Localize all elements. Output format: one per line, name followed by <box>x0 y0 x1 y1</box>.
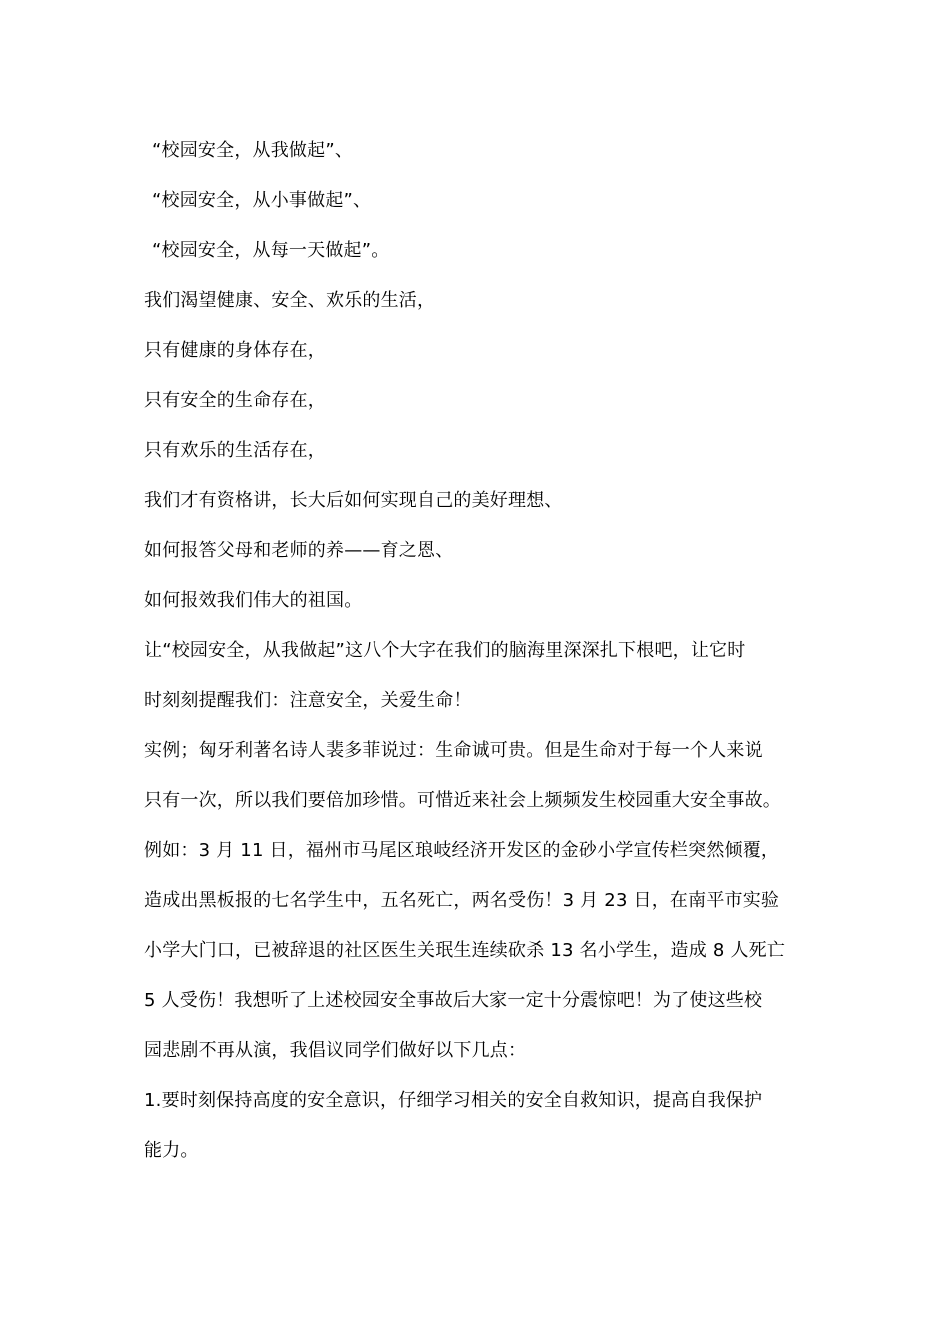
text-line: 只有健康的身体存在， <box>144 340 326 361</box>
document-body <box>144 126 814 1176</box>
text-line: 我们渴望健康、安全、欢乐的生活， <box>144 290 436 311</box>
text-line: 如何报效我们伟大的祖国。 <box>144 590 363 611</box>
text-line: 只有一次，所以我们要倍加珍惜。可惜近来社会上频频发生校园重大安全事故。 <box>144 790 781 811</box>
text-line: 园悲剧不再从演，我倡议同学们做好以下几点： <box>144 1040 527 1061</box>
text-line: 时刻刻提醒我们：注意安全，关爱生命！ <box>144 690 472 711</box>
text-line: 小学大门口，已被辞退的社区医生关珉生连续砍杀 13 名小学生，造成 8 人死亡 <box>144 940 786 961</box>
text-line: “校园安全，从每一天做起”。 <box>152 240 390 261</box>
text-line: “校园安全，从我做起”、 <box>152 140 354 161</box>
text-line: 造成出黑板报的七名学生中，五名死亡，两名受伤！3 月 23 日，在南平市实验 <box>144 890 780 911</box>
text-line: 让“校园安全，从我做起”这八个大字在我们的脑海里深深扎下根吧，让它时 <box>144 640 746 661</box>
text-line: 如何报答父母和老师的养——育之恩、 <box>144 540 454 561</box>
text-line: 只有欢乐的生活存在， <box>144 440 326 461</box>
text-line: 我们才有资格讲，长大后如何实现自己的美好理想、 <box>144 490 563 511</box>
text-line: 只有安全的生命存在， <box>144 390 326 411</box>
text-line: 1.要时刻保持高度的安全意识，仔细学习相关的安全自救知识，提高自我保护 <box>144 1090 763 1111</box>
text-line: 能力。 <box>144 1140 199 1161</box>
text-line: 实例；匈牙利著名诗人裴多菲说过：生命诚可贵。但是生命对于每一个人来说 <box>144 740 763 761</box>
text-line: 例如：3 月 11 日，福州市马尾区琅岐经济开发区的金砂小学宣传栏突然倾覆， <box>144 840 780 861</box>
text-line: “校园安全，从小事做起”、 <box>152 190 372 211</box>
text-line: 5 人受伤！我想听了上述校园安全事故后大家一定十分震惊吧！为了使这些校 <box>144 990 763 1011</box>
